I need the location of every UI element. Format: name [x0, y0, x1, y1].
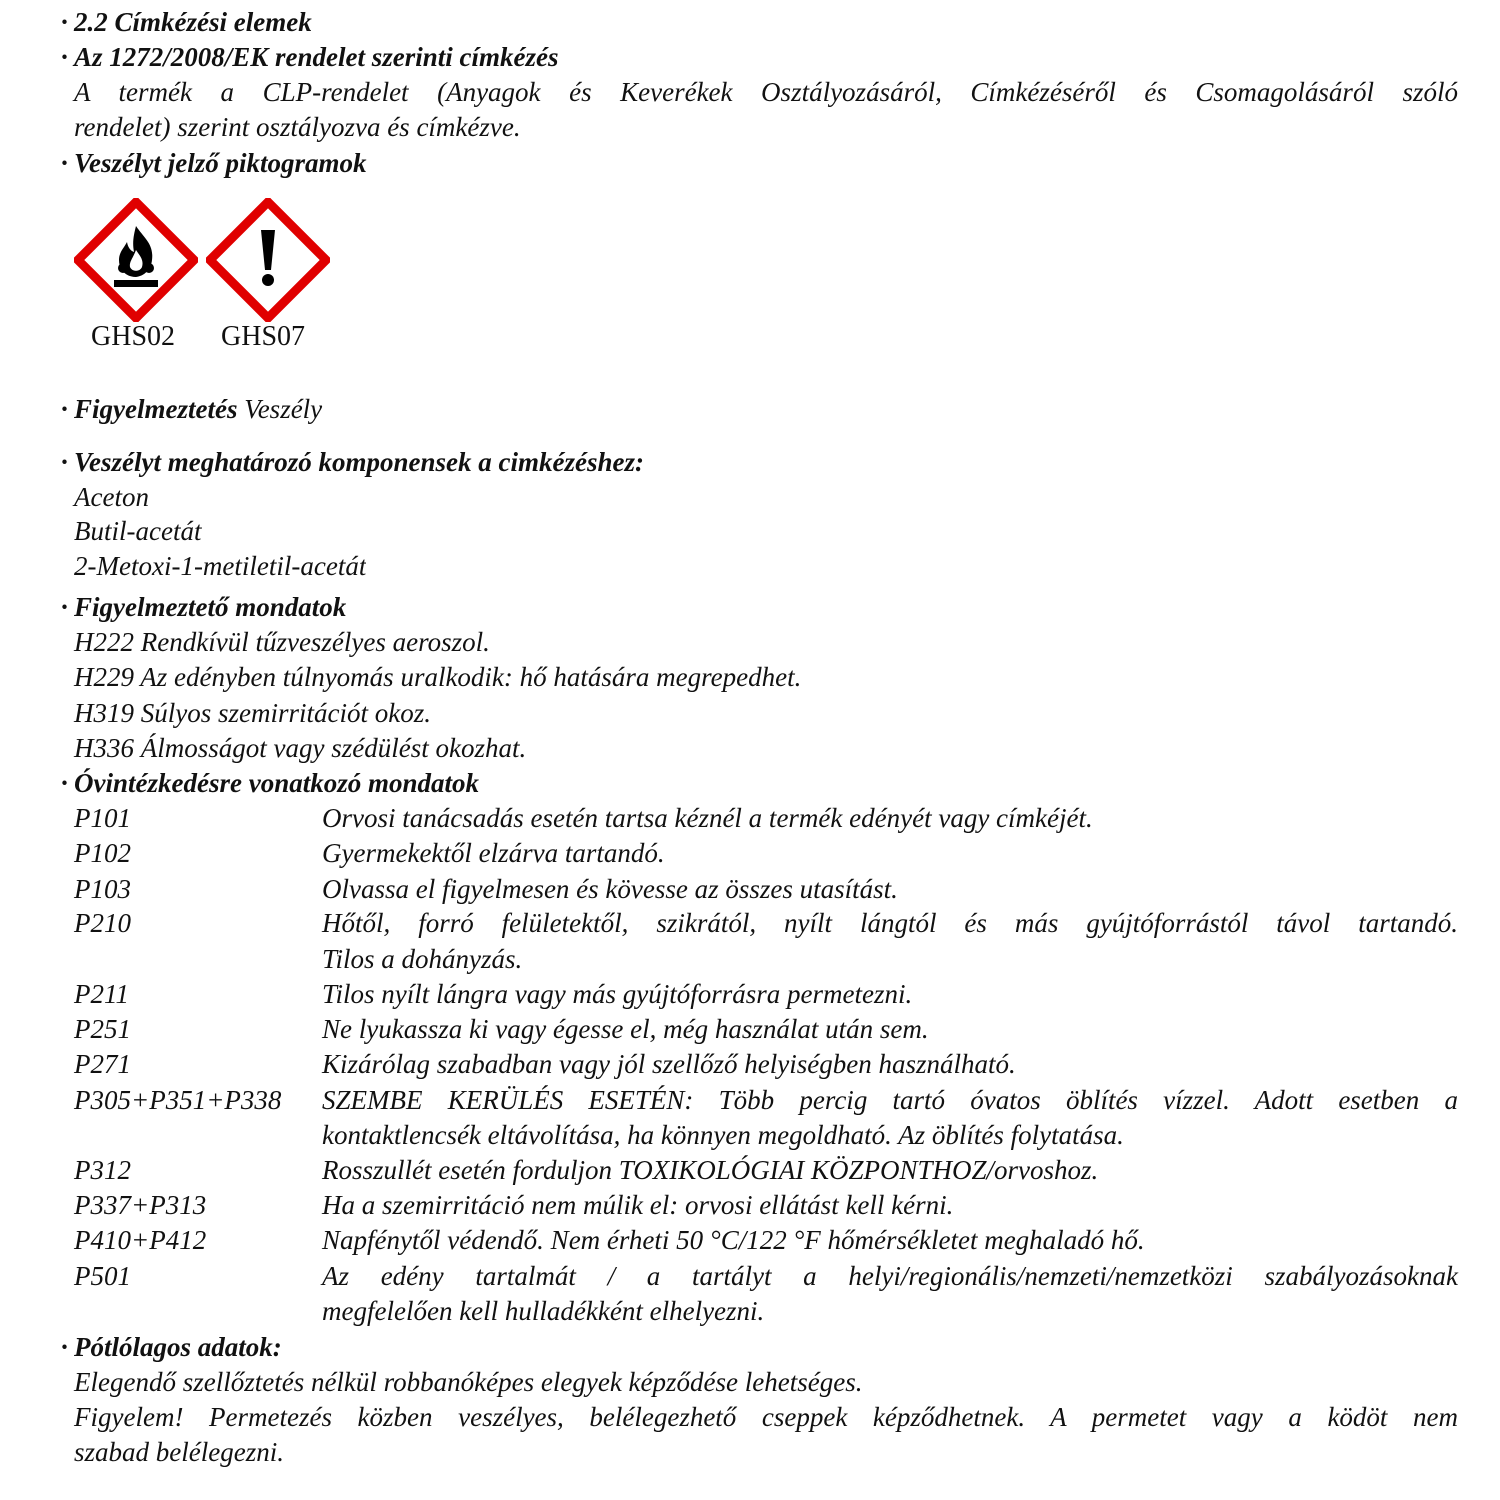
precaution-code: P210 [74, 908, 131, 938]
precaution-code: P251 [74, 1014, 131, 1044]
precaution-text: SZEMBE KERÜLÉS ESETÉN: Több percig tartó óvatos öblítés vízzel. Adott esetben a [322, 1085, 1458, 1115]
precaution-text: Ha a szemirritáció nem múlik el: orvosi ellátást kell kérni. [322, 1190, 954, 1220]
precaution-code: P211 [74, 979, 129, 1009]
precaution-text: Kizárólag szabadban vagy jól szellőző helyiségben használható. [322, 1049, 1016, 1079]
signal-word-value: Veszély [244, 394, 323, 424]
section-title: · 2.2 Címkézési elemek [74, 5, 312, 39]
clp-text-line-1: A termék a CLP-rendelet (Anyagok és Keverékek Osztályozásáról, Címkézéséről és Csomagolásáról szóló [74, 77, 1458, 107]
additional-text-line-2: Figyelem! Permetezés közben veszélyes, belélegezhető cseppek képződhetnek. A permetet vagy a ködöt nem [74, 1402, 1458, 1432]
precaution-code: P102 [74, 838, 131, 868]
signal-word [74, 392, 322, 426]
precaution-code: P410+P412 [74, 1225, 207, 1255]
component-item: 2-Metoxi-1-metiletil-acetát [74, 551, 367, 577]
precaution-code: P103 [74, 874, 131, 904]
precaution-code: P501 [74, 1261, 131, 1291]
precaution-code: P101 [74, 803, 131, 833]
ghs02-flame-pictogram [74, 198, 198, 322]
precaution-code: P271 [74, 1049, 131, 1079]
precaution-code: P337+P313 [74, 1190, 207, 1220]
components-heading: · Veszélyt meghatározó komponensek a cimkézéshez: [74, 445, 644, 479]
additional-heading: · Pótlólagos adatok: [74, 1330, 282, 1364]
hazard-statement: H336 Álmosságot vagy szédülést okozhat. [74, 733, 527, 763]
clp-text-line-2: rendelet) szerint osztályozva és címkézve. [74, 112, 521, 142]
precaution-text: Orvosi tanácsadás esetén tartsa kéznél a termék edényét vagy címkéjét. [322, 803, 1093, 833]
hazard-heading: · Figyelmeztető mondatok [74, 590, 346, 624]
component-item: Butil-acetát [74, 516, 202, 546]
hazard-statement: H222 Rendkívül tűzveszélyes aeroszol. [74, 627, 490, 657]
signal-word-label: Figyelmeztetés [74, 394, 238, 424]
additional-text-line-3: szabad belélegezni. [74, 1437, 284, 1467]
precaution-heading: · Óvintézkedésre vonatkozó mondatok [74, 766, 479, 800]
precaution-code: P312 [74, 1155, 131, 1185]
precaution-text: Gyermekektől elzárva tartandó. [322, 838, 665, 868]
precaution-text-continued: megfelelően kell hulladékként elhelyezni. [322, 1296, 765, 1326]
precaution-text: Az edény tartalmát / a tartályt a helyi/regionális/nemzeti/nemzetközi szabályozásoknak [322, 1261, 1458, 1291]
ghs07-exclamation-pictogram [206, 198, 330, 322]
precaution-text: Rosszullét esetén forduljon TOXIKOLÓGIAI KÖZPONTHOZ/orvoshoz. [322, 1155, 1099, 1185]
clp-heading: · Az 1272/2008/EK rendelet szerinti címkézés [74, 40, 559, 74]
precaution-text-continued: Tilos a dohányzás. [322, 944, 523, 974]
component-item: Aceton [74, 482, 149, 512]
precaution-text-continued: kontaktlencsék eltávolítása, ha könnyen megoldható. Az öblítés folytatása. [322, 1120, 1124, 1150]
hazard-statement: H319 Súlyos szemirritációt okoz. [74, 698, 431, 728]
pictogram-label-ghs07: GHS07 [221, 321, 306, 352]
precaution-text: Ne lyukassza ki vagy égesse el, még használat után sem. [322, 1014, 929, 1044]
precaution-text: Olvassa el figyelmesen és kövesse az összes utasítást. [322, 874, 898, 904]
precaution-text: Tilos nyílt lángra vagy más gyújtóforrásra permetezni. [322, 979, 913, 1009]
precaution-text: Napfénytől védendő. Nem érheti 50 °C/122 °F hőmérsékletet meghaladó hő. [322, 1225, 1145, 1255]
precaution-code: P305+P351+P338 [74, 1085, 282, 1115]
additional-text-line-1: Elegendő szellőztetés nélkül robbanóképes elegyek képződése lehetséges. [74, 1367, 863, 1397]
precaution-text: Hőtől, forró felületektől, szikrától, nyílt lángtól és más gyújtóforrástól távol tartandó. [322, 908, 1458, 938]
pictogram-label-ghs02: GHS02 [91, 321, 176, 352]
pictograms-heading: · Veszélyt jelző piktogramok [74, 146, 367, 180]
hazard-statement: H229 Az edényben túlnyomás uralkodik: hő hatására megrepedhet. [74, 662, 802, 692]
